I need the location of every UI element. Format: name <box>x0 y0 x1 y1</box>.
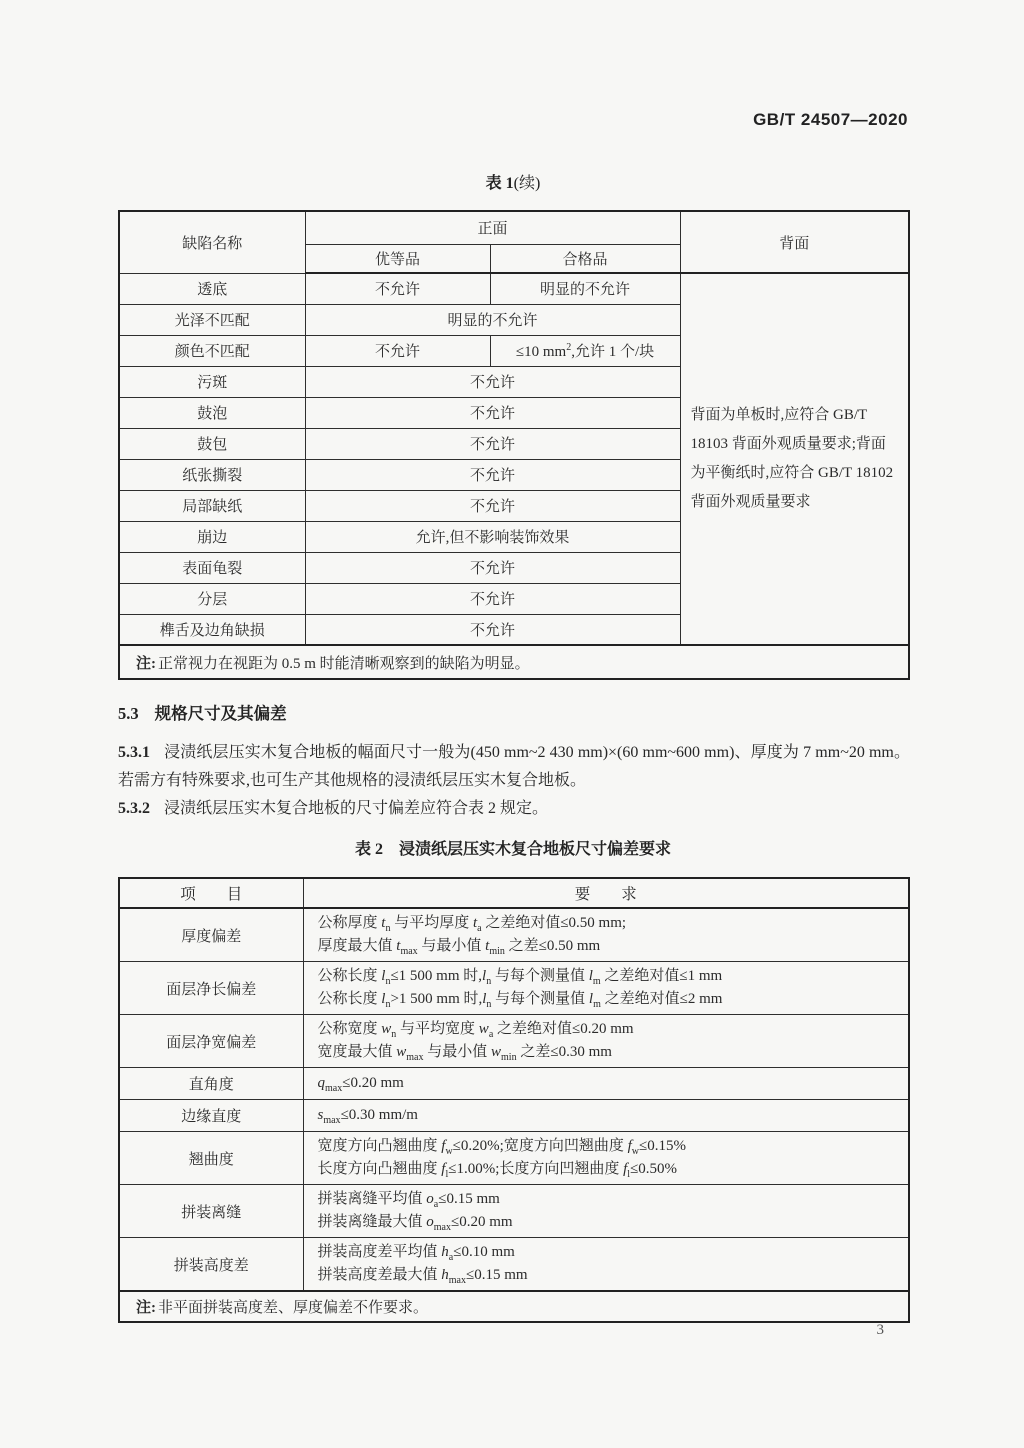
front-side-header: 正面 <box>305 211 680 244</box>
defect-name-cell: 榫舌及边角缺损 <box>119 614 305 645</box>
paragraph-5-3-1 <box>118 739 910 794</box>
page-number: 3 <box>876 1322 884 1338</box>
front-requirement-cell: 不允许 <box>305 459 680 490</box>
table2-row <box>119 1185 909 1238</box>
qualified-grade-cell: 明显的不允许 <box>490 273 680 304</box>
defect-name-cell: 污斑 <box>119 366 305 397</box>
table2-note-cell <box>119 1291 909 1322</box>
table2-row <box>119 908 909 962</box>
note-text: 非平面拼装高度差、厚度偏差不作要求。 <box>158 1300 429 1316</box>
premium-grade-header: 优等品 <box>305 244 490 273</box>
requirement-header: 要 求 <box>303 878 909 908</box>
defect-name-cell: 光泽不匹配 <box>119 304 305 335</box>
requirement-cell: 公称长度 $l_n\le 1$ 500 mm 时$,l_n$ 与每个测量值 $l_m$ 之差绝对值≤1 mm 公称长度 $l_n>1$ 500 mm 时$,l_n$ 与每个测量值 $l_m$ 之差绝对值≤2 mm <box>303 962 909 1015</box>
table1-row <box>119 273 909 304</box>
item-name-cell: 面层净长偏差 <box>119 962 303 1015</box>
front-requirement-cell: 不允许 <box>305 490 680 521</box>
note-label: 注: <box>136 1300 156 1316</box>
table2-row <box>119 1015 909 1068</box>
front-requirement-cell: 不允许 <box>305 583 680 614</box>
table2-row <box>119 1238 909 1292</box>
qualified-grade-cell: ≤10 $mm^2$,允许 1 个/块 <box>490 335 680 366</box>
defect-name-cell: 鼓泡 <box>119 397 305 428</box>
table1-surface-defects <box>118 210 910 680</box>
defect-name-cell: 颜色不匹配 <box>119 335 305 366</box>
requirement-cell: 拼装高度差平均值 $h_a\le 0.10$ mm 拼装高度差最大值 $h_{max}\le 0.15$ mm <box>303 1238 909 1292</box>
front-requirement-cell: 不允许 <box>305 428 680 459</box>
table2-row <box>119 962 909 1015</box>
defect-name-cell: 分层 <box>119 583 305 614</box>
table2-row <box>119 1132 909 1185</box>
section-title: 规格尺寸及其偏差 <box>154 704 287 723</box>
back-requirement-text: 背面为单板时,应符合 GB/T 18103 背面外观质量要求;背面为平衡纸时,应符合 GB/T 18102 背面外观质量要求 <box>690 407 894 510</box>
requirement-cell: 宽度方向凸翘曲度 $f_w\le 0.20\%$;宽度方向凹翘曲度 $f_w\le 0.15\%$ 长度方向凸翘曲度 $f_l\le 1.00\%$;长度方向凹翘曲度 $f_l\le 0.50\%$ <box>303 1132 909 1185</box>
item-name-cell: 厚度偏差 <box>119 908 303 962</box>
requirement-cell: 拼装离缝平均值 $o_a\le 0.15$ mm 拼装离缝最大值 $o_{max}\le 0.20$ mm <box>303 1185 909 1238</box>
requirement-cell: $q_{max}\le 0.20$ mm <box>303 1068 909 1100</box>
table2-row <box>119 1100 909 1132</box>
item-name-cell: 面层净宽偏差 <box>119 1015 303 1068</box>
table1-note-row <box>119 645 909 679</box>
table2-row <box>119 1068 909 1100</box>
table1-header-row-1 <box>119 211 909 244</box>
defect-name-cell: 局部缺纸 <box>119 490 305 521</box>
requirement-cell: 公称厚度 $t_n$ 与平均厚度 $t_a$ 之差绝对值≤0.50 mm; 厚度最大值 $t_{max}$ 与最小值 $t_{min}$ 之差≤0.50 mm <box>303 908 909 962</box>
table1-note-cell <box>119 645 909 679</box>
table2-dimension-tolerances <box>118 877 910 1323</box>
item-name-cell: 拼装高度差 <box>119 1238 303 1292</box>
table1-title <box>118 170 908 193</box>
premium-grade-cell: 不允许 <box>305 335 490 366</box>
clause-number: 5.3.2 <box>118 800 150 817</box>
defect-name-cell: 崩边 <box>119 521 305 552</box>
table1-title-continued: (续) <box>513 175 541 192</box>
item-name-cell: 拼装离缝 <box>119 1185 303 1238</box>
note-label: 注: <box>136 655 156 672</box>
defect-name-cell: 鼓包 <box>119 428 305 459</box>
defect-name-cell: 透底 <box>119 273 305 304</box>
defect-name-cell: 纸张撕裂 <box>119 459 305 490</box>
table2-note-row <box>119 1291 909 1322</box>
table2-header-row <box>119 878 909 908</box>
front-requirement-cell: 明显的不允许 <box>305 304 680 335</box>
clause-number: 5.3.1 <box>118 744 150 761</box>
standard-number: GB/T 24507—2020 <box>753 110 908 129</box>
defect-name-cell: 表面龟裂 <box>119 552 305 583</box>
defect-name-header: 缺陷名称 <box>119 211 305 273</box>
item-name-cell: 边缘直度 <box>119 1100 303 1132</box>
front-requirement-cell: 不允许 <box>305 366 680 397</box>
back-side-header: 背面 <box>680 211 909 273</box>
section-heading-5-3 <box>118 700 908 724</box>
front-requirement-cell: 不允许 <box>305 552 680 583</box>
item-name-cell: 翘曲度 <box>119 1132 303 1185</box>
front-requirement-cell: 不允许 <box>305 397 680 428</box>
section-number: 5.3 <box>118 704 139 723</box>
note-text: 正常视力在视距为 0.5 m 时能清晰观察到的缺陷为明显。 <box>158 655 530 672</box>
table2-title <box>118 836 908 859</box>
back-requirement-cell <box>680 273 909 645</box>
clause-text: 浸渍纸层压实木复合地板的幅面尺寸一般为(450 mm~2 430 mm)×(60 mm~600 mm)、厚度为 7 mm~20 mm。若需方有特殊要求,也可生产其他规格的浸渍纸层压实木复合地板。 <box>118 744 910 789</box>
front-requirement-cell: 不允许 <box>305 614 680 645</box>
premium-grade-cell: 不允许 <box>305 273 490 304</box>
requirement-cell: $s_{max}\le 0.30$ mm/m <box>303 1100 909 1132</box>
clause-text: 浸渍纸层压实木复合地板的尺寸偏差应符合表 2 规定。 <box>164 800 549 817</box>
item-name-cell: 直角度 <box>119 1068 303 1100</box>
table2-title-label: 表 2 <box>354 841 383 858</box>
table2-title-text: 浸渍纸层压实木复合地板尺寸偏差要求 <box>399 841 672 858</box>
paragraph-5-3-2 <box>118 795 910 823</box>
table1-title-label: 表 1 <box>485 175 514 192</box>
qualified-grade-header: 合格品 <box>490 244 680 273</box>
front-requirement-cell: 允许,但不影响装饰效果 <box>305 521 680 552</box>
requirement-cell: 公称宽度 $w_n$ 与平均宽度 $w_a$ 之差绝对值≤0.20 mm 宽度最大值 $w_{max}$ 与最小值 $w_{min}$ 之差≤0.30 mm <box>303 1015 909 1068</box>
item-header: 项 目 <box>119 878 303 908</box>
